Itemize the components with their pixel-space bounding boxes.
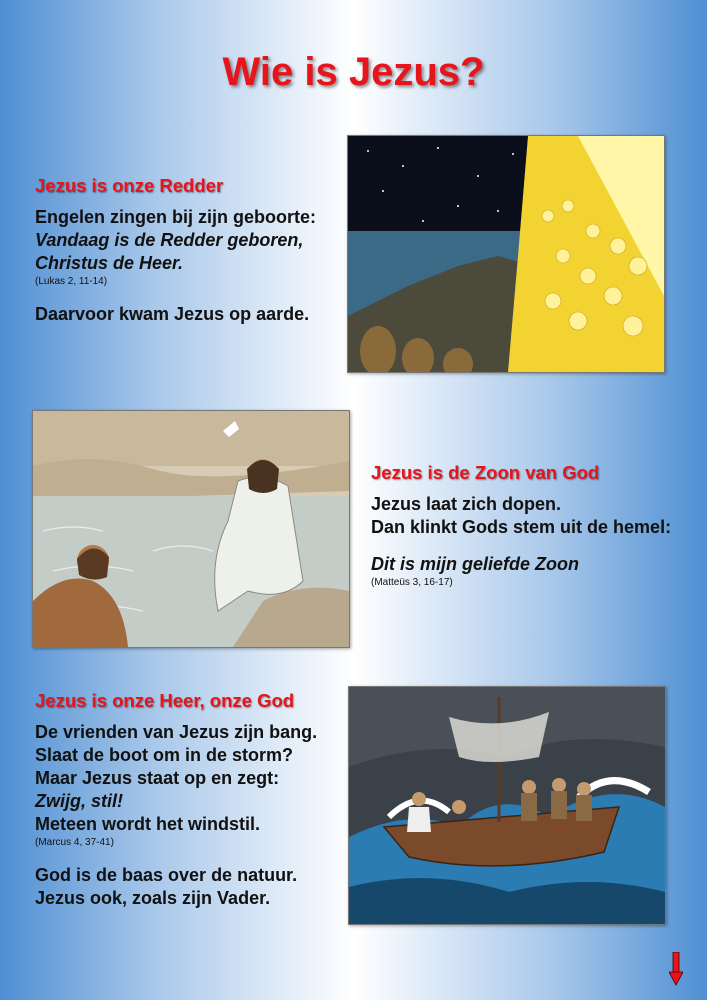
section-text: Engelen zingen bij zijn geboorte:: [35, 207, 317, 227]
bible-reference: (Marcus 4, 37-41): [35, 837, 114, 848]
quote-text: Christus de Heer.: [35, 253, 184, 273]
section-heading: Jezus is de Zoon van God: [371, 462, 600, 483]
arrow-down-icon[interactable]: [669, 952, 683, 986]
angels-illustration: [347, 135, 665, 373]
section-text: Maar Jezus staat op en zegt:: [35, 768, 280, 788]
section-heading: Jezus is onze Heer, onze God: [35, 690, 295, 711]
section-text: Jezus laat zich dopen.: [371, 494, 562, 514]
baptism-illustration: [32, 410, 350, 648]
section-text: Slaat de boot om in de storm?: [35, 745, 294, 765]
section-text: De vrienden van Jezus zijn bang.: [35, 722, 318, 742]
section-text: Daarvoor kwam Jezus op aarde.: [35, 304, 310, 324]
section-text: Dan klinkt Gods stem uit de hemel:: [371, 517, 672, 537]
page-title: Wie is Jezus?: [222, 50, 485, 94]
quote-text: Dit is mijn geliefde Zoon: [371, 554, 580, 574]
bible-reference: (Matteüs 3, 16-17): [371, 577, 453, 588]
section-zoon: [371, 462, 691, 604]
section-heading: Jezus is onze Redder: [35, 175, 224, 196]
storm-boat-illustration: [348, 686, 666, 925]
section-heer: [35, 690, 345, 910]
bible-reference: (Lukas 2, 11-14): [35, 276, 108, 287]
quote-text: Zwijg, stil!: [35, 791, 123, 811]
section-redder: [35, 175, 335, 326]
section-text: Jezus ook, zoals zijn Vader.: [35, 888, 271, 908]
section-text: Meteen wordt het windstil.: [35, 814, 261, 834]
section-text: God is de baas over de natuur.: [35, 865, 298, 885]
quote-text: Vandaag is de Redder geboren,: [35, 230, 304, 250]
